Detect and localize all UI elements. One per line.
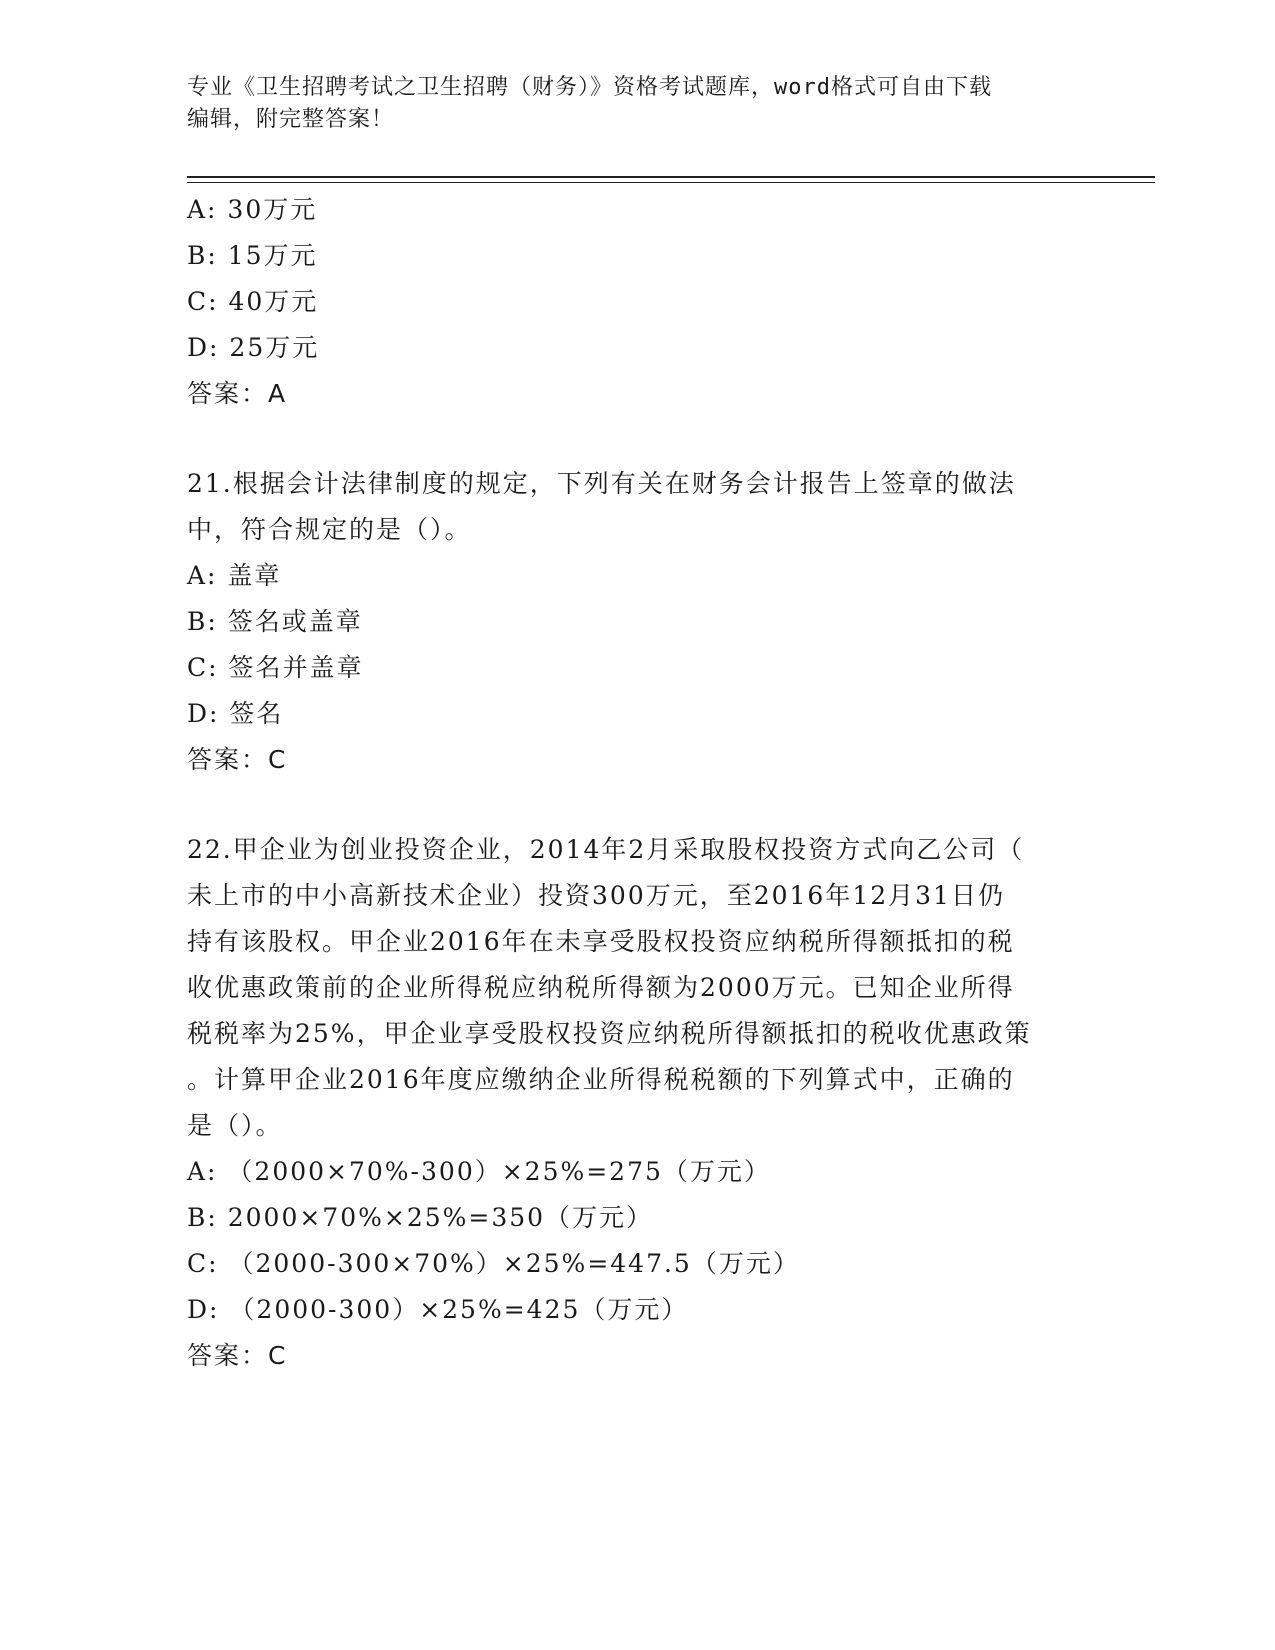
q22-stem-line: 未上市的中小高新技术企业）投资300万元，至2016年12月31日仍 bbox=[187, 881, 1005, 910]
q21-option-c: C: 签名并盖章 bbox=[187, 653, 364, 682]
header-rule-thick bbox=[187, 176, 1155, 178]
q20-option-b: B: 15万元 bbox=[187, 241, 318, 270]
q22-stem-line: 收优惠政策前的企业所得税应纳税所得额为2000万元。已知企业所得 bbox=[187, 973, 1015, 1002]
q22-stem-line: 是（）。 bbox=[187, 1111, 283, 1140]
header-line-1: 专业《卫生招聘考试之卫生招聘（财务）》资格考试题库，word格式可自由下载 bbox=[187, 75, 992, 100]
document-header bbox=[187, 72, 1087, 136]
q22-option-d: D: （2000-300）×25%=425（万元） bbox=[187, 1295, 689, 1324]
question-21 bbox=[187, 461, 1087, 783]
q20-option-c: C: 40万元 bbox=[187, 287, 319, 316]
question-content bbox=[187, 187, 1087, 1379]
q21-stem-line: 中，符合规定的是（）。 bbox=[187, 515, 472, 544]
q22-stem-line: 22.甲企业为创业投资企业，2014年2月采取股权投资方式向乙公司（ bbox=[187, 835, 1025, 864]
q21-stem-line: 21.根据会计法律制度的规定，下列有关在财务会计报告上签章的做法 bbox=[187, 469, 1016, 498]
q21-stem bbox=[187, 461, 1087, 553]
q22-stem-line: 持有该股权。甲企业2016年在未享受股权投资应纳税所得额抵扣的税 bbox=[187, 927, 1015, 956]
question-20 bbox=[187, 187, 1087, 417]
header-line-2: 编辑，附完整答案！ bbox=[187, 107, 395, 132]
q21-option-a: A: 盖章 bbox=[187, 561, 282, 590]
q22-answer: 答案：C bbox=[187, 1341, 288, 1370]
q22-option-a: A: （2000×70%-300）×25%=275（万元） bbox=[187, 1157, 771, 1186]
q21-answer: 答案：C bbox=[187, 745, 288, 774]
q21-option-d: D: 签名 bbox=[187, 699, 284, 728]
spacer bbox=[187, 783, 1087, 827]
q21-option-b: B: 签名或盖章 bbox=[187, 607, 363, 636]
q22-stem-line: 税税率为25%，甲企业享受股权投资应纳税所得额抵扣的税收优惠政策 bbox=[187, 1019, 1032, 1048]
q22-stem-line: 。计算甲企业2016年度应缴纳企业所得税税额的下列算式中，正确的 bbox=[187, 1065, 1015, 1094]
q22-stem bbox=[187, 827, 1087, 1149]
header-rule-thin bbox=[187, 182, 1155, 183]
q22-option-c: C: （2000-300×70%）×25%=447.5（万元） bbox=[187, 1249, 800, 1278]
q22-option-b: B: 2000×70%×25%=350（万元） bbox=[187, 1203, 654, 1232]
q20-answer: 答案：A bbox=[187, 379, 288, 408]
question-22 bbox=[187, 827, 1087, 1379]
spacer bbox=[187, 417, 1087, 461]
q20-option-d: D: 25万元 bbox=[187, 333, 320, 362]
q20-option-a: A: 30万元 bbox=[187, 195, 318, 224]
